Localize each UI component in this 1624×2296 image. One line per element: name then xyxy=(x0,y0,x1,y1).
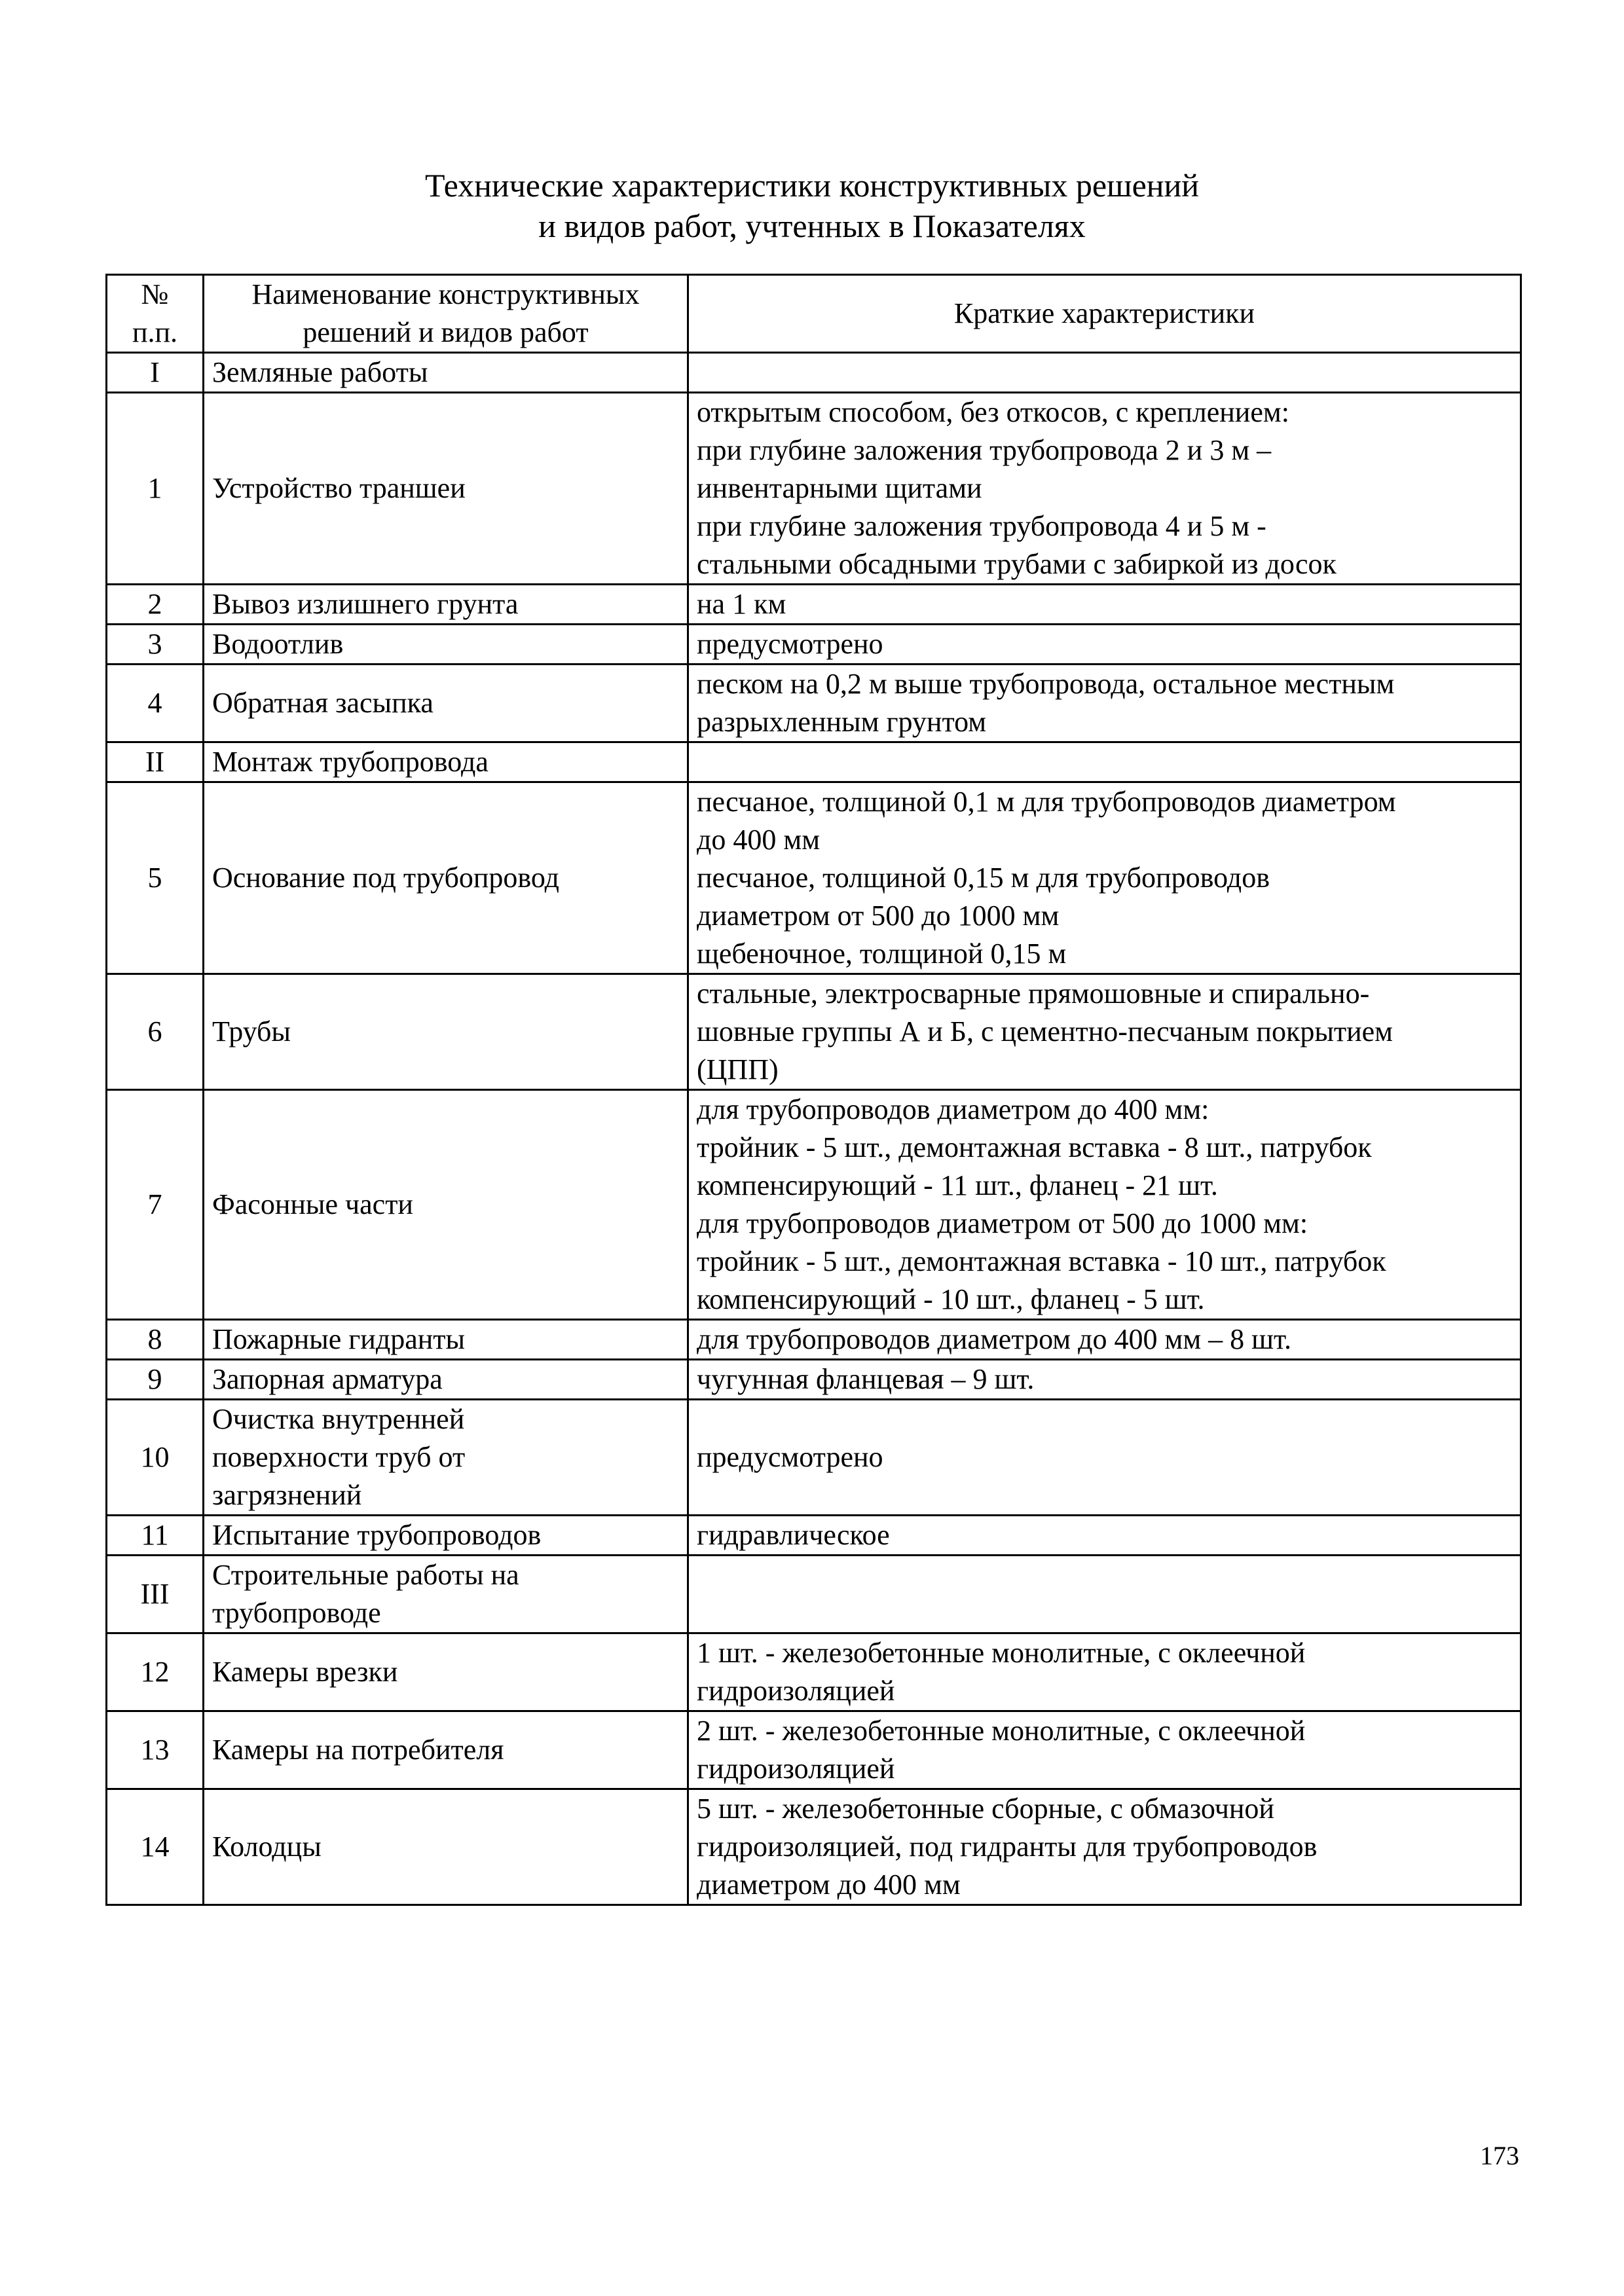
row-description xyxy=(688,742,1521,782)
table-row xyxy=(107,1360,1521,1400)
row-number: 14 xyxy=(107,1789,204,1905)
row-description xyxy=(688,1789,1521,1905)
row-name-line: Фасонные части xyxy=(212,1188,413,1220)
row-description xyxy=(688,1516,1521,1556)
row-name xyxy=(204,625,688,665)
row-description-line: чугунная фланцевая – 9 шт. xyxy=(697,1363,1035,1395)
row-number: III xyxy=(107,1556,204,1633)
page-number: 173 xyxy=(1480,2141,1519,2170)
row-description-line: при глубине заложения трубопровода 2 и 3 м – xyxy=(697,434,1272,466)
table-body xyxy=(107,353,1521,1905)
row-name-line: Устройство траншеи xyxy=(212,472,466,504)
header-desc: Краткие характеристики xyxy=(688,275,1521,353)
row-description xyxy=(688,625,1521,665)
row-name xyxy=(204,665,688,742)
row-description-line: 2 шт. - железобетонные монолитные, с оклеечной xyxy=(697,1715,1306,1747)
row-description-line: 5 шт. - железобетонные сборные, с обмазочной xyxy=(697,1793,1274,1825)
row-name xyxy=(204,585,688,625)
row-number: 2 xyxy=(107,585,204,625)
row-number: 8 xyxy=(107,1320,204,1360)
row-description-line: песчаное, толщиной 0,15 м для трубопроводов xyxy=(697,862,1270,894)
row-name-line: Монтаж трубопровода xyxy=(212,746,489,778)
table-row xyxy=(107,782,1521,974)
row-name-line: Трубы xyxy=(212,1015,291,1048)
row-number: 7 xyxy=(107,1090,204,1320)
row-name xyxy=(204,1320,688,1360)
row-description-line: стальными обсадными трубами с забиркой из досок xyxy=(697,548,1337,580)
row-number: 3 xyxy=(107,625,204,665)
row-name-line: загрязнений xyxy=(212,1479,362,1511)
row-description-line: для трубопроводов диаметром от 500 до 1000 мм: xyxy=(697,1207,1308,1239)
row-number: 11 xyxy=(107,1516,204,1556)
row-name-line: Очистка внутренней xyxy=(212,1403,465,1435)
row-name xyxy=(204,1556,688,1633)
row-description-line: гидроизоляцией xyxy=(697,1675,895,1707)
row-name xyxy=(204,1360,688,1400)
row-name xyxy=(204,393,688,585)
row-description-line: (ЦПП) xyxy=(697,1053,779,1085)
table-row xyxy=(107,742,1521,782)
row-description-line: песчаное, толщиной 0,1 м для трубопроводов диаметром xyxy=(697,786,1396,818)
row-description xyxy=(688,393,1521,585)
row-number: 5 xyxy=(107,782,204,974)
row-description xyxy=(688,1400,1521,1516)
row-description-line: компенсирующий - 11 шт., фланец - 21 шт. xyxy=(697,1169,1218,1201)
header-name-line-1: Наименование конструктивных xyxy=(251,278,640,310)
row-number: 10 xyxy=(107,1400,204,1516)
row-description-line: гидроизоляцией xyxy=(697,1753,895,1785)
row-description-line: открытым способом, без откосов, с креплением: xyxy=(697,396,1289,428)
title-line-2: и видов работ, учтенных в Показателях xyxy=(538,208,1086,244)
row-name xyxy=(204,782,688,974)
row-name xyxy=(204,1711,688,1789)
row-name-line: Строительные работы на xyxy=(212,1559,519,1591)
header-name xyxy=(204,275,688,353)
table-row xyxy=(107,1516,1521,1556)
header-num-line-2: п.п. xyxy=(132,316,178,348)
row-description-line: диаметром от 500 до 1000 мм xyxy=(697,900,1060,932)
row-name-line: Колодцы xyxy=(212,1831,322,1863)
row-number: 13 xyxy=(107,1711,204,1789)
row-name-line: трубопроводе xyxy=(212,1597,381,1629)
specifications-table xyxy=(105,274,1522,1906)
row-description-line: диаметром до 400 мм xyxy=(697,1868,961,1901)
header-name-line-2: решений и видов работ xyxy=(303,316,589,348)
row-description-line: для трубопроводов диаметром до 400 мм: xyxy=(697,1093,1209,1125)
row-description xyxy=(688,1711,1521,1789)
row-description-line: стальные, электросварные прямошовные и спирально- xyxy=(697,977,1370,1010)
row-description-line: инвентарными щитами xyxy=(697,472,982,504)
row-number: I xyxy=(107,353,204,393)
header-num xyxy=(107,275,204,353)
row-name-line: Камеры на потребителя xyxy=(212,1734,504,1766)
row-description-line: песком на 0,2 м выше трубопровода, остальное местным xyxy=(697,668,1395,700)
row-name-line: Земляные работы xyxy=(212,356,428,388)
row-name-line: Камеры врезки xyxy=(212,1656,398,1688)
row-description-line: до 400 мм xyxy=(697,824,821,856)
row-description-line: разрыхленным грунтом xyxy=(697,706,987,738)
table-header-row xyxy=(107,275,1521,353)
row-name xyxy=(204,742,688,782)
row-description xyxy=(688,974,1521,1090)
row-name-line: Испытание трубопроводов xyxy=(212,1519,542,1551)
row-name xyxy=(204,1789,688,1905)
row-description xyxy=(688,1090,1521,1320)
table-row xyxy=(107,1789,1521,1905)
row-description xyxy=(688,1556,1521,1633)
row-description-line: предусмотрено xyxy=(697,628,883,660)
table-row xyxy=(107,1556,1521,1633)
row-number: 6 xyxy=(107,974,204,1090)
row-description-line: шовные группы А и Б, с цементно-песчаным покрытием xyxy=(697,1015,1393,1048)
row-description-line: тройник - 5 шт., демонтажная вставка - 8 шт., патрубок xyxy=(697,1131,1372,1163)
row-description xyxy=(688,1320,1521,1360)
table-row xyxy=(107,1711,1521,1789)
table-row xyxy=(107,353,1521,393)
row-description xyxy=(688,585,1521,625)
row-name xyxy=(204,974,688,1090)
row-name xyxy=(204,353,688,393)
row-description xyxy=(688,1360,1521,1400)
row-description-line: гидроизоляцией, под гидранты для трубопроводов xyxy=(697,1831,1318,1863)
row-name-line: Основание под трубопровод xyxy=(212,862,559,894)
table-row xyxy=(107,1633,1521,1711)
row-description xyxy=(688,1633,1521,1711)
row-number: II xyxy=(107,742,204,782)
table-row xyxy=(107,1320,1521,1360)
table-row xyxy=(107,974,1521,1090)
row-name xyxy=(204,1090,688,1320)
row-description xyxy=(688,353,1521,393)
row-description xyxy=(688,782,1521,974)
row-description-line: на 1 км xyxy=(697,588,786,620)
row-name-line: Вывоз излишнего грунта xyxy=(212,588,519,620)
row-description xyxy=(688,665,1521,742)
row-name-line: Обратная засыпка xyxy=(212,687,434,719)
row-name-line: Водоотлив xyxy=(212,628,344,660)
row-name-line: Пожарные гидранты xyxy=(212,1323,466,1355)
row-name-line: Запорная арматура xyxy=(212,1363,443,1395)
table-row xyxy=(107,665,1521,742)
row-description-line: для трубопроводов диаметром до 400 мм – 8 шт. xyxy=(697,1323,1291,1355)
row-number: 4 xyxy=(107,665,204,742)
row-description-line: 1 шт. - железобетонные монолитные, с оклеечной xyxy=(697,1637,1306,1669)
row-description-line: щебеночное, толщиной 0,15 м xyxy=(697,938,1067,970)
table-row xyxy=(107,1400,1521,1516)
row-name-line: поверхности труб от xyxy=(212,1441,466,1473)
row-description-line: тройник - 5 шт., демонтажная вставка - 10 шт., патрубок xyxy=(697,1245,1386,1277)
header-num-line-1: № xyxy=(141,278,169,310)
row-number: 9 xyxy=(107,1360,204,1400)
page-title xyxy=(0,165,1624,246)
title-line-1: Технические характеристики конструктивных решений xyxy=(424,167,1200,204)
row-description-line: компенсирующий - 10 шт., фланец - 5 шт. xyxy=(697,1283,1205,1315)
row-number: 1 xyxy=(107,393,204,585)
table-row xyxy=(107,625,1521,665)
row-name xyxy=(204,1400,688,1516)
row-description-line: гидравлическое xyxy=(697,1519,890,1551)
table-row xyxy=(107,585,1521,625)
row-name xyxy=(204,1633,688,1711)
row-name xyxy=(204,1516,688,1556)
row-number: 12 xyxy=(107,1633,204,1711)
table-row xyxy=(107,1090,1521,1320)
row-description-line: предусмотрено xyxy=(697,1441,883,1473)
table-row xyxy=(107,393,1521,585)
row-description-line: при глубине заложения трубопровода 4 и 5 м - xyxy=(697,510,1266,542)
